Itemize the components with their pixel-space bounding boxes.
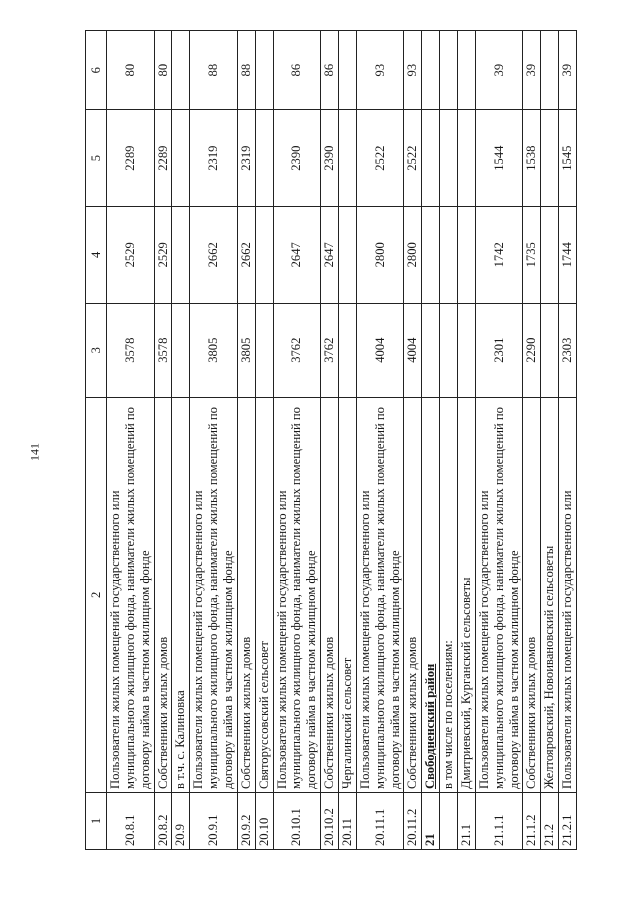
row-value-col3: 2301 bbox=[475, 303, 523, 397]
row-value-col4 bbox=[440, 206, 458, 303]
row-value-col6: 80 bbox=[154, 31, 172, 110]
row-code-cell: 20.9 bbox=[172, 793, 190, 850]
row-value-col3: 3762 bbox=[321, 303, 339, 397]
row-description-cell bbox=[422, 397, 440, 792]
table-row bbox=[255, 31, 273, 850]
row-value-col5 bbox=[172, 110, 190, 207]
row-value-col5: 2319 bbox=[190, 110, 238, 207]
table-row bbox=[356, 31, 404, 850]
row-code-cell: 20.8.1 bbox=[107, 793, 155, 850]
row-value-col3 bbox=[339, 303, 357, 397]
row-value-col3: 4004 bbox=[404, 303, 422, 397]
row-value-col4: 2662 bbox=[190, 206, 238, 303]
row-value-col5: 2522 bbox=[404, 110, 422, 207]
table-row bbox=[458, 31, 476, 850]
section-title: Свободненский район bbox=[423, 663, 438, 790]
row-description-cell: Пользователи жилых помещений государственного или муниципального жилищного фонда, наниматели жилых помещений по договору найма в частном жилищном фонде bbox=[475, 397, 523, 792]
row-value-col3 bbox=[541, 303, 559, 397]
row-value-col6: 88 bbox=[237, 31, 255, 110]
row-value-col4: 1742 bbox=[475, 206, 523, 303]
row-value-col5: 2319 bbox=[237, 110, 255, 207]
row-description-cell: Пользователи жилых помещений государственного или муниципального жилищного фонда, наниматели жилых помещений по договору найма в частном жилищном фонде bbox=[190, 397, 238, 792]
table-row bbox=[190, 31, 238, 850]
row-description-cell: Собственники жилых домов bbox=[321, 397, 339, 792]
row-description-cell: Пользователи жилых помещений государственного или муниципального жилищного фонда, наниматели жилых помещений по договору найма в частном жилищном фонде bbox=[356, 397, 404, 792]
row-description-cell: Пользователи жилых помещений государственного или муниципального жилищного фонда, наниматели жилых помещений по договору найма в частном жилищном фонде bbox=[273, 397, 321, 792]
row-description-cell: Дмитриевский, Курганский сельсоветы bbox=[458, 397, 476, 792]
header-col-5: 5 bbox=[86, 110, 107, 207]
row-code-cell: 20.10.2 bbox=[321, 793, 339, 850]
row-value-col5: 2390 bbox=[273, 110, 321, 207]
table-row bbox=[107, 31, 155, 850]
row-value-col4: 2647 bbox=[273, 206, 321, 303]
table-header-row bbox=[86, 31, 107, 850]
row-value-col3: 3762 bbox=[273, 303, 321, 397]
page-number: 141 bbox=[27, 443, 42, 461]
row-code-cell: 20.10.1 bbox=[273, 793, 321, 850]
row-value-col5: 1544 bbox=[475, 110, 523, 207]
table-row bbox=[422, 31, 440, 850]
row-value-col3: 3578 bbox=[154, 303, 172, 397]
row-value-col3 bbox=[458, 303, 476, 397]
row-value-col6: 86 bbox=[273, 31, 321, 110]
row-code-cell: 21 bbox=[422, 793, 440, 850]
row-code-cell: 20.9.2 bbox=[237, 793, 255, 850]
row-value-col4 bbox=[541, 206, 559, 303]
row-description-cell: Собственники жилых домов bbox=[237, 397, 255, 792]
row-value-col6: 93 bbox=[356, 31, 404, 110]
header-col-2: 2 bbox=[86, 397, 107, 792]
row-code-cell: 20.8.2 bbox=[154, 793, 172, 850]
row-value-col5 bbox=[255, 110, 273, 207]
table-row bbox=[523, 31, 541, 850]
row-description-cell: Пользователи жилых помещений государственного или муниципального жилищного фонда, наниматели жилых помещений по договору найма в частном жилищном фонде bbox=[107, 397, 155, 792]
row-value-col6: 39 bbox=[559, 31, 577, 110]
row-value-col6 bbox=[541, 31, 559, 110]
tariff-table bbox=[85, 30, 577, 850]
table-row bbox=[475, 31, 523, 850]
row-value-col5: 1538 bbox=[523, 110, 541, 207]
header-col-6: 6 bbox=[86, 31, 107, 110]
row-value-col3: 3578 bbox=[107, 303, 155, 397]
table-row bbox=[541, 31, 559, 850]
row-value-col6: 86 bbox=[321, 31, 339, 110]
row-description-cell: в т.ч. с. Калиновка bbox=[172, 397, 190, 792]
row-value-col5 bbox=[458, 110, 476, 207]
row-description-cell: в том числе по поселениям: bbox=[440, 397, 458, 792]
row-value-col6: 39 bbox=[475, 31, 523, 110]
row-value-col4: 2800 bbox=[356, 206, 404, 303]
row-description-cell: Чергалинский сельсовет bbox=[339, 397, 357, 792]
row-value-col4 bbox=[172, 206, 190, 303]
row-value-col3: 2290 bbox=[523, 303, 541, 397]
row-code-cell: 20.11 bbox=[339, 793, 357, 850]
row-value-col4: 2800 bbox=[404, 206, 422, 303]
row-value-col6: 80 bbox=[107, 31, 155, 110]
row-code-cell: 20.9.1 bbox=[190, 793, 238, 850]
row-code-cell bbox=[440, 793, 458, 850]
table-row bbox=[172, 31, 190, 850]
row-value-col4: 1744 bbox=[559, 206, 577, 303]
row-value-col6: 39 bbox=[523, 31, 541, 110]
row-value-col3: 4004 bbox=[356, 303, 404, 397]
table-row bbox=[237, 31, 255, 850]
row-code-cell: 21.1 bbox=[458, 793, 476, 850]
header-col-4: 4 bbox=[86, 206, 107, 303]
table-row bbox=[404, 31, 422, 850]
row-description-cell: Собственники жилых домов bbox=[154, 397, 172, 792]
table-row bbox=[273, 31, 321, 850]
row-code-cell: 21.2 bbox=[541, 793, 559, 850]
table-body bbox=[107, 31, 577, 850]
row-code-cell: 21.2.1 bbox=[559, 793, 577, 850]
row-value-col6 bbox=[440, 31, 458, 110]
row-value-col3 bbox=[172, 303, 190, 397]
row-value-col4 bbox=[255, 206, 273, 303]
row-value-col6 bbox=[172, 31, 190, 110]
row-value-col4: 1735 bbox=[523, 206, 541, 303]
row-value-col6: 88 bbox=[190, 31, 238, 110]
row-value-col5 bbox=[339, 110, 357, 207]
table-row bbox=[321, 31, 339, 850]
row-value-col6 bbox=[339, 31, 357, 110]
table-row bbox=[440, 31, 458, 850]
row-value-col3 bbox=[422, 303, 440, 397]
row-value-col5: 2522 bbox=[356, 110, 404, 207]
row-code-cell: 20.11.2 bbox=[404, 793, 422, 850]
row-value-col4: 2529 bbox=[107, 206, 155, 303]
header-col-1: 1 bbox=[86, 793, 107, 850]
rotated-table-container bbox=[85, 30, 618, 850]
row-description-cell: Святоруссовский сельсовет bbox=[255, 397, 273, 792]
row-value-col5 bbox=[422, 110, 440, 207]
row-value-col5: 2289 bbox=[154, 110, 172, 207]
row-value-col3: 3805 bbox=[237, 303, 255, 397]
row-value-col3: 3805 bbox=[190, 303, 238, 397]
row-value-col6 bbox=[458, 31, 476, 110]
row-code-cell: 21.1.1 bbox=[475, 793, 523, 850]
table-row bbox=[559, 31, 577, 850]
row-description-cell: Собственники жилых домов bbox=[523, 397, 541, 792]
rotated-page-area bbox=[85, 30, 618, 850]
row-value-col5: 1545 bbox=[559, 110, 577, 207]
row-description-cell: Пользователи жилых помещений государственного или bbox=[559, 397, 577, 792]
row-value-col5 bbox=[541, 110, 559, 207]
header-col-3: 3 bbox=[86, 303, 107, 397]
row-value-col4 bbox=[339, 206, 357, 303]
row-code-cell: 20.10 bbox=[255, 793, 273, 850]
row-code-cell: 20.11.1 bbox=[356, 793, 404, 850]
row-value-col6 bbox=[255, 31, 273, 110]
row-description-cell: Собственники жилых домов bbox=[404, 397, 422, 792]
row-value-col4: 2647 bbox=[321, 206, 339, 303]
row-value-col6: 93 bbox=[404, 31, 422, 110]
row-value-col5 bbox=[440, 110, 458, 207]
row-value-col3 bbox=[255, 303, 273, 397]
row-value-col5: 2289 bbox=[107, 110, 155, 207]
table-row bbox=[154, 31, 172, 850]
row-description-cell: Желтояровский, Новоивановский сельсоветы bbox=[541, 397, 559, 792]
row-code-cell: 21.1.2 bbox=[523, 793, 541, 850]
row-value-col4 bbox=[422, 206, 440, 303]
row-value-col3 bbox=[440, 303, 458, 397]
row-value-col4 bbox=[458, 206, 476, 303]
row-value-col4: 2662 bbox=[237, 206, 255, 303]
row-value-col4: 2529 bbox=[154, 206, 172, 303]
row-value-col5: 2390 bbox=[321, 110, 339, 207]
table-row bbox=[339, 31, 357, 850]
row-value-col3: 2303 bbox=[559, 303, 577, 397]
row-value-col6 bbox=[422, 31, 440, 110]
